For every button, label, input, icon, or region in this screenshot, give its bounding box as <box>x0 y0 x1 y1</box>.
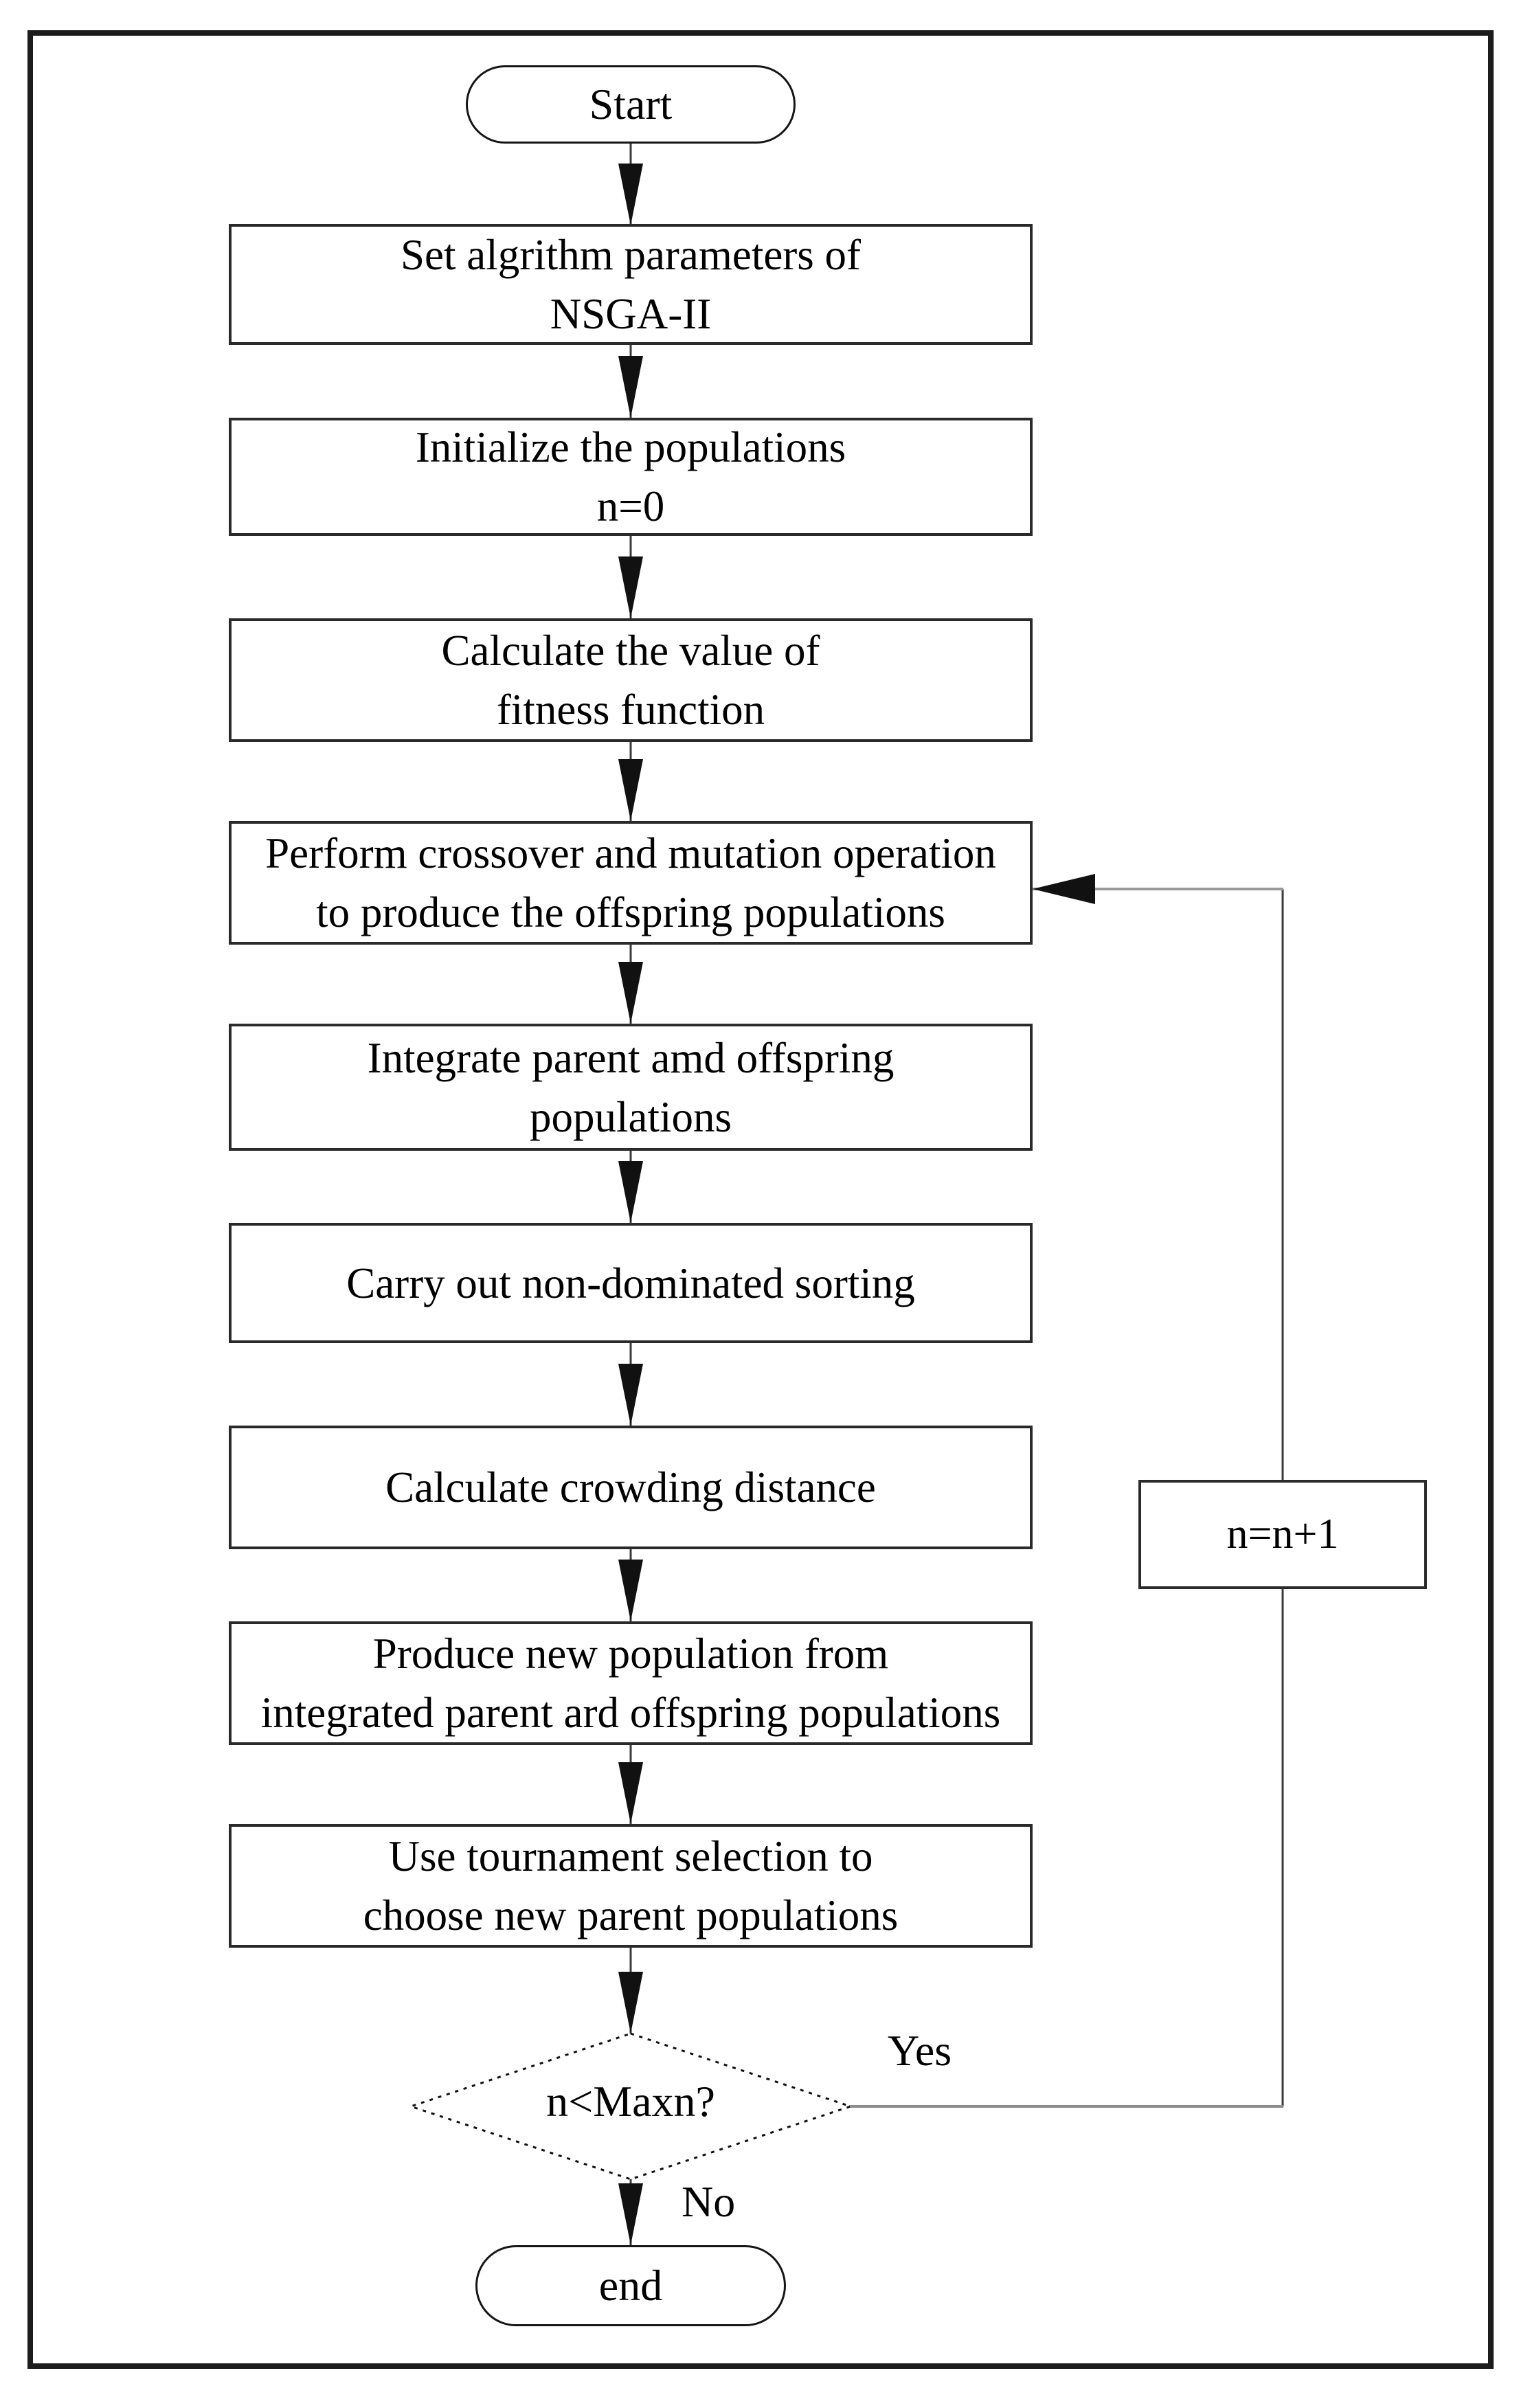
process-text-line: fitness function <box>496 686 765 734</box>
process-integrate-populations <box>229 1024 1033 1151</box>
arrowhead-down-icon <box>618 1762 643 1824</box>
arrowhead-down-icon <box>618 759 643 821</box>
end-label: end <box>598 2261 663 2310</box>
process-text-line: Initialize the populations <box>415 423 846 471</box>
arrowhead-down-icon <box>618 356 643 418</box>
process-text-line: Produce new population from <box>372 1630 889 1678</box>
process-tournament-selection <box>229 1824 1033 1948</box>
process-text-line: Use tournament selection to <box>388 1832 873 1880</box>
process-crossover-mutation <box>229 821 1033 945</box>
process-crowding-distance <box>229 1426 1033 1549</box>
arrowhead-down-icon <box>618 556 643 618</box>
process-text-line: choose new parent populations <box>363 1891 899 1939</box>
decision-label: n<Maxn? <box>546 2077 715 2126</box>
process-text-line: Calculate crowding distance <box>385 1463 876 1511</box>
arrowhead-down-icon <box>618 164 643 225</box>
process-initialize-populations <box>229 418 1033 536</box>
process-text-line: n=0 <box>596 482 665 530</box>
increment-label: n=n+1 <box>1226 1511 1339 1557</box>
no-edge-label: No <box>682 2177 736 2226</box>
process-increment-n <box>1138 1480 1427 1589</box>
process-calculate-fitness <box>229 618 1033 742</box>
arrowhead-down-icon <box>618 1161 643 1223</box>
start-label: Start <box>589 80 673 128</box>
process-text-line: Perform crossover and mutation operation <box>265 829 996 877</box>
process-text-line: Integrate parent amd offspring <box>367 1033 894 1082</box>
process-set-parameters <box>229 224 1033 345</box>
process-produce-new-population <box>229 1621 1033 1745</box>
arrowhead-down-icon <box>618 1972 643 2034</box>
process-text-line: Calculate the value of <box>441 627 820 675</box>
process-text-line: populations <box>530 1092 732 1141</box>
process-text-line: Set algrithm parameters of <box>400 231 862 279</box>
process-text-line: NSGA-II <box>550 290 712 338</box>
process-text-line: to produce the offspring populations <box>316 888 945 936</box>
process-text-line: Carry out non-dominated sorting <box>346 1259 915 1307</box>
arrowhead-down-icon <box>618 1560 643 1621</box>
arrowhead-down-icon <box>618 962 643 1024</box>
arrowhead-down-icon <box>618 2183 643 2245</box>
process-nondominated-sorting <box>229 1223 1033 1343</box>
end-terminal <box>475 2245 786 2326</box>
process-text-line: integrated parent ard offspring populations <box>260 1689 1001 1737</box>
arrowhead-left-icon <box>1033 874 1095 904</box>
arrowhead-down-icon <box>618 1364 643 1426</box>
yes-edge-label: Yes <box>888 2026 952 2075</box>
start-terminal <box>466 65 796 144</box>
